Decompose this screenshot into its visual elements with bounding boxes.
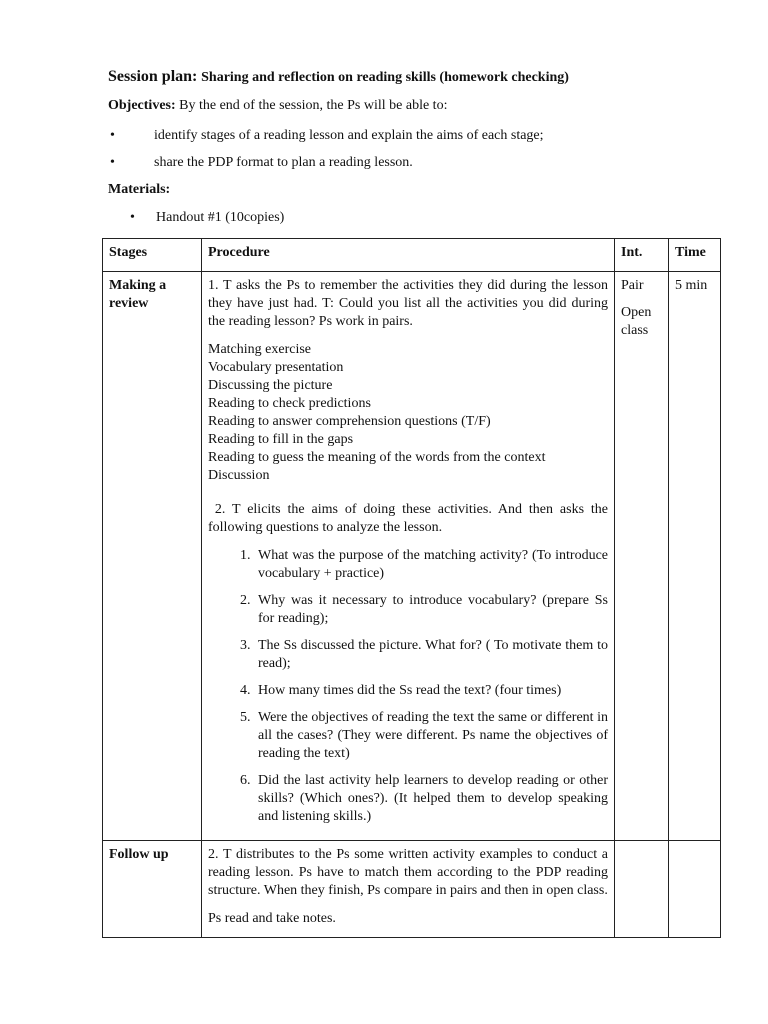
- table-row: [103, 841, 721, 938]
- bullet-icon: •: [110, 155, 115, 170]
- list-item: Reading to answer comprehension questions (T/F): [208, 414, 491, 429]
- procedure-step-2: Ps read and take notes.: [208, 911, 336, 926]
- list-item: Reading to fill in the gaps: [208, 432, 354, 447]
- bullet-icon: •: [110, 128, 115, 143]
- procedure-cell: [202, 841, 615, 938]
- time-cell: [669, 841, 721, 938]
- time-cell: 5 min: [669, 272, 721, 841]
- table-header-row: [103, 239, 721, 272]
- list-item: 5. Were the objectives of reading the text the same or different in all the cases? (They were different. Ps name the objectives of reading the text): [254, 709, 608, 763]
- list-item: 1. What was the purpose of the matching activity? (To introduce vocabulary + practice): [254, 547, 608, 583]
- objectives-intro: By the end of the session, the Ps will be able to:: [179, 98, 448, 113]
- session-table: [102, 238, 721, 938]
- procedure-step-2: 2. T elicits the aims of doing these activities. And then asks the following questions to analyze the lesson.: [208, 502, 612, 535]
- procedure-step-1: 2. T distributes to the Ps some written activity examples to conduct a reading lesson. Ps have to match them according to the PDP reading structure. When they finish, Ps compare in pairs and then in open class.: [208, 847, 608, 898]
- list-item: 6. Did the last activity help learners to develop reading or other skills? (Which ones?). (It helped them to develop speaking and listening skills.): [254, 772, 608, 826]
- stage-cell: Making a review: [103, 272, 202, 841]
- procedure-cell: [202, 272, 615, 841]
- interaction-pair: Pair: [621, 278, 644, 293]
- interaction-cell: [615, 272, 669, 841]
- stage-cell: Follow up: [103, 841, 202, 938]
- header-procedure: Procedure: [202, 239, 615, 272]
- objective-text: share the PDP format to plan a reading lesson.: [154, 155, 413, 170]
- list-item: Matching exercise: [208, 342, 312, 357]
- objective-text: identify stages of a reading lesson and explain the aims of each stage;: [154, 128, 544, 143]
- list-item: Discussing the picture: [208, 378, 333, 393]
- question-list: [208, 547, 608, 826]
- header-int: Int.: [615, 239, 669, 272]
- bullet-icon: •: [130, 210, 135, 225]
- material-text: Handout #1 (10copies): [156, 210, 285, 225]
- list-item: 4. How many times did the Ss read the text? (four times): [254, 682, 608, 700]
- materials-label: Materials:: [108, 182, 171, 197]
- title-label: Session plan:: [108, 68, 198, 85]
- procedure-step-1: 1. T asks the Ps to remember the activities they did during the lesson they have just had. T: Could you list all the activities you did during the reading lesson? Ps work in pairs.: [208, 278, 608, 329]
- activity-list: [208, 341, 608, 485]
- interaction-cell: [615, 841, 669, 938]
- session-title: [108, 68, 569, 86]
- list-item: Vocabulary presentation: [208, 360, 344, 375]
- table-row: [103, 272, 721, 841]
- header-stages: Stages: [103, 239, 202, 272]
- interaction-open-class: Open class: [621, 305, 652, 338]
- objectives-line: [108, 98, 447, 114]
- list-item: Reading to guess the meaning of the words from the context: [208, 450, 546, 465]
- list-item: 3. The Ss discussed the picture. What for? ( To motivate them to read);: [254, 637, 608, 673]
- list-item: Reading to check predictions: [208, 396, 371, 411]
- title-topic: Sharing and reflection on reading skills (homework checking): [201, 70, 569, 85]
- objectives-label: Objectives:: [108, 98, 176, 113]
- list-item: 2. Why was it necessary to introduce vocabulary? (prepare Ss for reading);: [254, 592, 608, 628]
- header-time: Time: [669, 239, 721, 272]
- list-item: Discussion: [208, 468, 270, 483]
